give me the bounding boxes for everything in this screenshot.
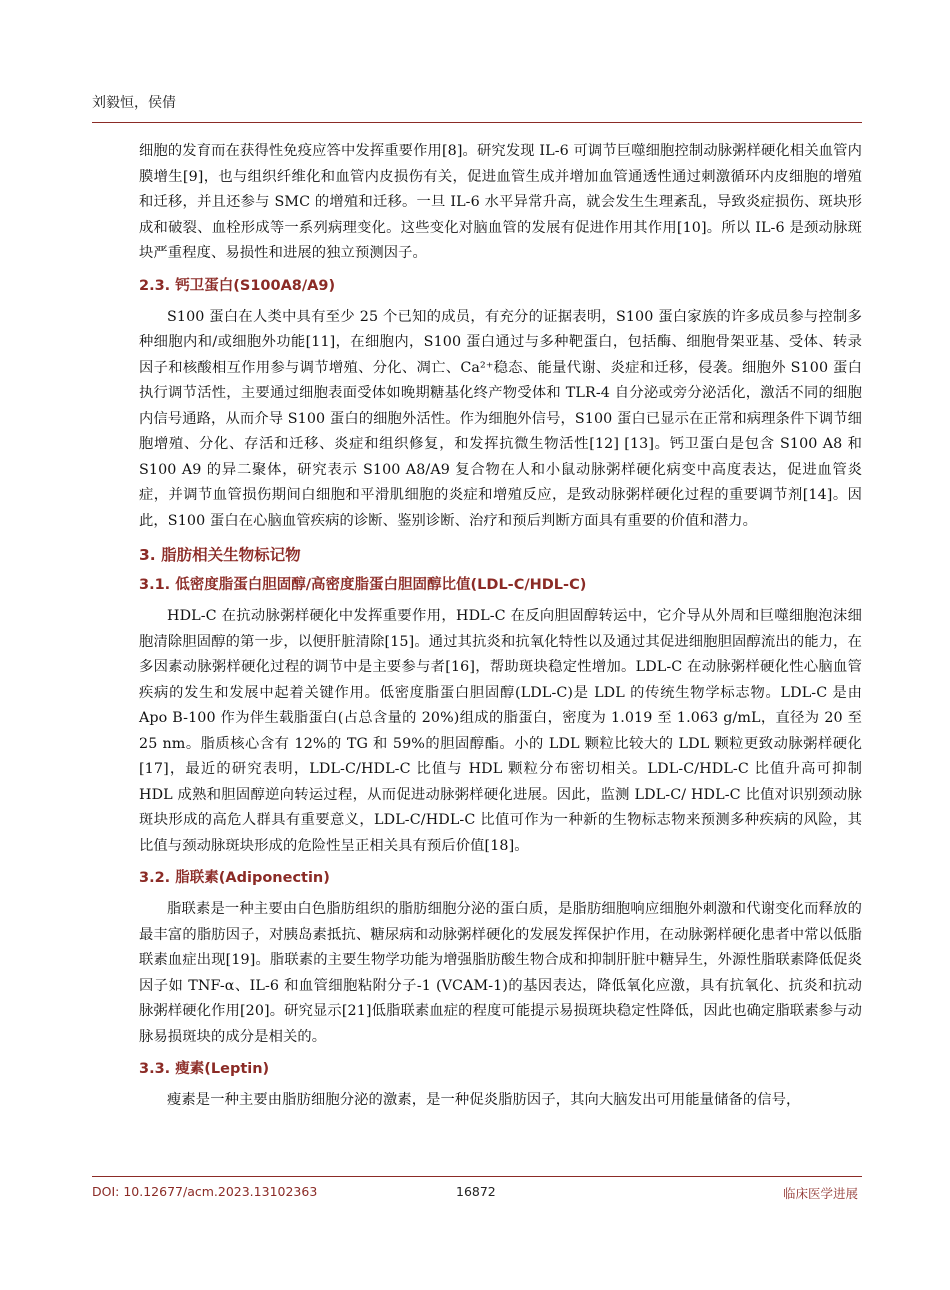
section-3-2-heading: 3.2. 脂联素(Adiponectin) — [139, 870, 330, 886]
header-rule — [92, 122, 862, 123]
section-2-3-heading: 2.3. 钙卫蛋白(S100A8/A9) — [139, 277, 336, 294]
main-content — [139, 139, 862, 1114]
footer-rule — [92, 1176, 862, 1177]
footer-journal-name: 临床医学进展 — [782, 1186, 858, 1201]
section-3-1-paragraph: HDL-C 在抗动脉粥样硬化中发挥重要作用，HDL-C 在反向胆固醇转运中，它介导从外周和巨噬细胞泡沫细胞清除胆固醇的第一步，以便肝脏清除[15]。通过其抗炎和抗氧化特性以及通过其促进细胞胆固醇流出的能力，在多因素动脉粥样硬化过程的调节中是主要参与者[16]，帮助斑块稳定性增加。LDL-C 在动脉粥样硬化性心脑血管疾病的发生和发展中起着关键作用。低密度脂蛋白胆固醇(LDL-C)是 LDL 的传统生物学标志物。LDL-C 是由 Apo B-100 作为伴生载脂蛋白(占总含量的 20%)组成的脂蛋白，密度为 1.019 至 1.063 g/mL，直径为 20 至 25 nm。脂质核心含有 12%的 TG 和 59%的胆固醇酯。小的 LDL 颗粒比较大的 LDL 颗粒更致动脉粥样硬化[17]，最近的研究表明，LDL-C/HDL-C 比值与 HDL 颗粒分布密切相关。LDL-C/HDL-C 比值升高可抑制 HDL 成熟和胆固醇逆向转运过程，从而促进动脉粥样硬化进展。因此，监测 LDL-C/ HDL-C 比值对识别颈动脉斑块形成的高危人群具有重要意义，LDL-C/HDL-C 比值可作为一种新的生物标志物来预测多种疾病的风险，其比值与颈动脉斑块形成的危险性呈正相关具有预后价值[18]。 — [139, 608, 862, 854]
section-3-2-paragraph: 脂联素是一种主要由白色脂肪组织的脂肪细胞分泌的蛋白质，是脂肪细胞响应细胞外刺激和代谢变化而释放的最丰富的脂肪因子，对胰岛素抵抗、糖尿病和动脉粥样硬化的发展发挥保护作用，在动脉粥样硬化患者中常以低脂联素血症出现[19]。脂联素的主要生物学功能为增强脂肪酸生物合成和抑制肝脏中糖异生，外源性脂联素降低促炎因子如 TNF-α、IL-6 和血管细胞粘附分子-1 (VCAM-1)的基因表达，降低氧化应激，具有抗氧化、抗炎和抗动脉粥样硬化作用[20]。研究显示[21]低脂联素血症的程度可能提示易损斑块稳定性降低，因此也确定脂联素参与动脉易损斑块的成分是相关的。 — [139, 901, 862, 1045]
section-3-3-paragraph: 瘦素是一种主要由脂肪细胞分泌的激素，是一种促炎脂肪因子，其向大脑发出可用能量储备的信号， — [167, 1092, 801, 1108]
intro-paragraph: 细胞的发育而在获得性免疫应答中发挥重要作用[8]。研究发现 IL-6 可调节巨噬细胞控制动脉粥样硬化相关血管内膜增生[9]，也与组织纤维化和血管内皮损伤有关，促进血管生成并增加血管通透性通过刺激循环内皮细胞的增殖和迁移，并且还参与 SMC 的增殖和迁移。一旦 IL-6 水平异常升高，就会发生生理紊乱，导致炎症损伤、斑块形成和破裂、血栓形成等一系列病理变化。这些变化对脑血管的发展有促进作用其作用[10]。所以 IL-6 是颈动脉斑块严重程度、易损性和进展的独立预测因子。 — [139, 143, 862, 261]
section-3-1-heading: 3.1. 低密度脂蛋白胆固醇/高密度脂蛋白胆固醇比值(LDL-C/HDL-C) — [139, 577, 587, 593]
footer-page-number: 16872 — [456, 1184, 496, 1199]
section-2-3-paragraph: S100 蛋白在人类中具有至少 25 个已知的成员，有充分的证据表明，S100 蛋白家族的许多成员参与控制多种细胞内和/或细胞外功能[11]，在细胞内，S100 蛋白通过与多种靶蛋白，包括酶、细胞骨架亚基、受体、转录因子和核酸相互作用参与调节增殖、分化、凋亡、Ca²⁺稳态、能量代谢、炎症和迁移，侵袭。细胞外 S100 蛋白执行调节活性，主要通过细胞表面受体如晚期糖基化终产物受体和 TLR-4 自分泌或旁分泌活化，激活不同的细胞内信号通路，从而介导 S100 蛋白的细胞外活性。作为细胞外信号，S100 蛋白已显示在正常和病理条件下调节细胞增殖、分化、存活和迁移、炎症和组织修复，和发挥抗微生物活性[12] [13]。钙卫蛋白是包含 S100 A8 和 S100 A9 的异二聚体，研究表示 S100 A8/A9 复合物在人和小鼠动脉粥样硬化病变中高度表达，促进血管炎症，并调节血管损伤期间白细胞和平滑肌细胞的炎症和增殖反应，是致动脉粥样硬化过程的重要调节剂[14]。因此，S100 蛋白在心脑血管疾病的诊断、鉴别诊断、治疗和预后判断方面具有重要的价值和潜力。 — [139, 308, 862, 529]
section-3-3-heading: 3.3. 瘦素(Leptin) — [139, 1061, 270, 1077]
footer-doi: DOI: 10.12677/acm.2023.13102363 — [92, 1184, 318, 1199]
section-3-heading: 3. 脂肪相关生物标记物 — [139, 546, 301, 564]
running-head-authors: 刘毅恒，侯倩 — [92, 95, 176, 111]
